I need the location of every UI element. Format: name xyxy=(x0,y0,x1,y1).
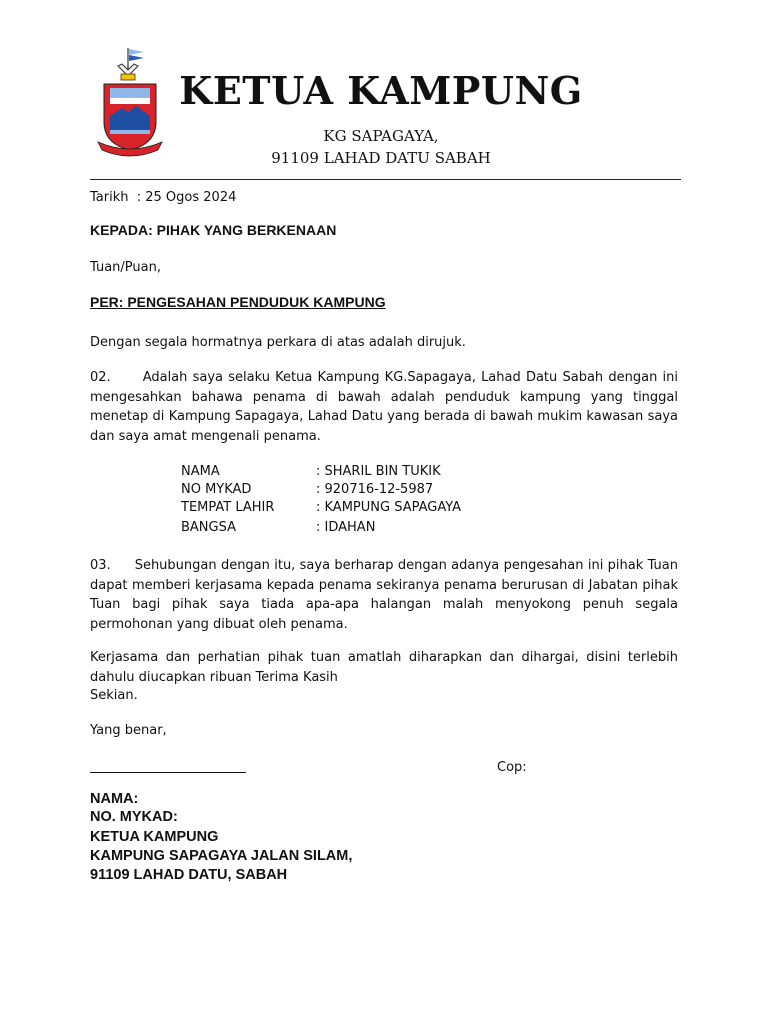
letterhead-title: KETUA KAMPUNG xyxy=(179,68,583,113)
date-value: : 25 Ogos 2024 xyxy=(136,190,237,205)
detail-value: : KAMPUNG SAPAGAYA xyxy=(316,500,462,515)
detail-label: NO MYKAD xyxy=(181,482,252,497)
recipient: KEPADA: PIHAK YANG BERKENAAN xyxy=(90,222,337,238)
sekian: Sekian. xyxy=(90,688,138,703)
detail-row-tempat-lahir xyxy=(181,499,461,517)
detail-value: : 920716-12-5987 xyxy=(316,482,434,497)
detail-label: BANGSA xyxy=(181,520,236,535)
footer-nama: NAMA: xyxy=(90,791,139,807)
footer-mykad: NO. MYKAD: xyxy=(90,809,178,825)
cop-label: Cop: xyxy=(497,760,527,775)
letterhead-address-line1: KG SAPAGAYA, xyxy=(323,127,439,145)
detail-label: TEMPAT LAHIR xyxy=(181,500,275,515)
letterhead-address-line2: 91109 LAHAD DATU SABAH xyxy=(271,149,491,167)
detail-value: : IDAHAN xyxy=(316,520,376,535)
detail-value: : SHARIL BIN TUKIK xyxy=(316,464,441,479)
detail-row-mykad xyxy=(181,481,433,499)
intro-paragraph: Dengan segala hormatnya perkara di atas adalah dirujuk. xyxy=(90,335,466,350)
footer-address-line2: 91109 LAHAD DATU, SABAH xyxy=(90,867,288,883)
paragraph-number: 02. xyxy=(90,370,111,385)
header-divider xyxy=(90,179,681,180)
footer-title: KETUA KAMPUNG xyxy=(90,829,219,845)
detail-label: NAMA xyxy=(181,464,220,479)
paragraph-02 xyxy=(90,368,678,446)
salutation: Tuan/Puan, xyxy=(90,260,161,275)
footer-address-line1: KAMPUNG SAPAGAYA JALAN SILAM, xyxy=(90,848,353,864)
signature-line xyxy=(90,772,246,773)
date-line xyxy=(90,188,236,207)
detail-row-bangsa xyxy=(181,519,375,537)
closing-paragraph: Kerjasama dan perhatian pihak tuan amatlah diharapkan dan dihargai, disini terlebih dahulu diucapkan ribuan Terima Kasih xyxy=(90,650,678,685)
paragraph-03 xyxy=(90,556,678,634)
sabah-crest-logo xyxy=(94,46,166,160)
yang-benar: Yang benar, xyxy=(90,723,167,738)
paragraph-text: Adalah saya selaku Ketua Kampung KG.Sapagaya, Lahad Datu Sabah dengan ini mengesahkan bahawa penama di bawah adalah penduduk kampung yang tinggal menetap di Kampung Sapagaya, Lahad Datu yang berada di bawah mukim kawasan saya dan saya amat mengenali penama. xyxy=(90,370,678,444)
paragraph-text: Sehubungan dengan itu, saya berharap dengan adanya pengesahan ini pihak Tuan dapat memberi kerjasama kepada penama sekiranya penama berurusan di Jabatan pihak Tuan bagi pihak saya tiada apa-apa halangan malah menyokong penuh segala permohonan yang dibuat oleh penama. xyxy=(90,558,678,632)
subject-line: PER: PENGESAHAN PENDUDUK KAMPUNG xyxy=(90,294,386,310)
paragraph-number: 03. xyxy=(90,558,111,573)
detail-row-nama xyxy=(181,463,441,481)
date-label: Tarikh xyxy=(90,190,129,205)
